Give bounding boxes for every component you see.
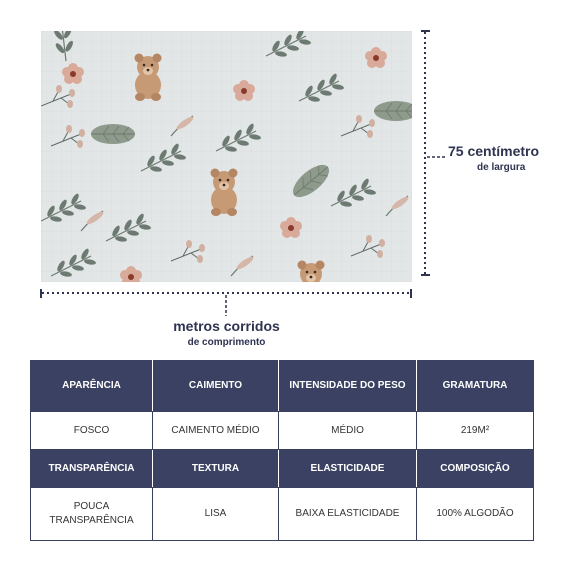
header-composicao: COMPOSIÇÃO bbox=[417, 450, 534, 488]
header-caimento: CAIMENTO bbox=[153, 361, 279, 412]
value-transparencia: POUCA TRANSPARÊNCIA bbox=[31, 488, 153, 541]
specs-value-row bbox=[31, 412, 534, 450]
value-textura: LISA bbox=[153, 488, 279, 541]
header-transparencia: TRANSPARÊNCIA bbox=[31, 450, 153, 488]
value-aparencia: FOSCO bbox=[31, 412, 153, 450]
length-label: metros corridos bbox=[173, 318, 280, 334]
value-elasticidade: BAIXA ELASTICIDADE bbox=[279, 488, 417, 541]
length-sublabel: de comprimento bbox=[187, 337, 266, 348]
specs-value-row bbox=[31, 488, 534, 541]
width-sublabel: de largura bbox=[477, 162, 526, 173]
specs-header-row bbox=[31, 450, 534, 488]
value-caimento: CAIMENTO MÉDIO bbox=[153, 412, 279, 450]
header-aparencia: APARÊNCIA bbox=[31, 361, 153, 412]
value-intensidade-do-peso: MÉDIO bbox=[279, 412, 417, 450]
width-label: 75 centímetro bbox=[448, 143, 540, 159]
header-intensidade-do-peso: INTENSIDADE DO PESO bbox=[279, 361, 417, 412]
value-composicao: 100% ALGODÃO bbox=[417, 488, 534, 541]
header-elasticidade: ELASTICIDADE bbox=[279, 450, 417, 488]
header-textura: TEXTURA bbox=[153, 450, 279, 488]
value-gramatura: 219M² bbox=[417, 412, 534, 450]
specs-table bbox=[30, 360, 534, 541]
header-gramatura: GRAMATURA bbox=[417, 361, 534, 412]
specs-header-row bbox=[31, 361, 534, 412]
